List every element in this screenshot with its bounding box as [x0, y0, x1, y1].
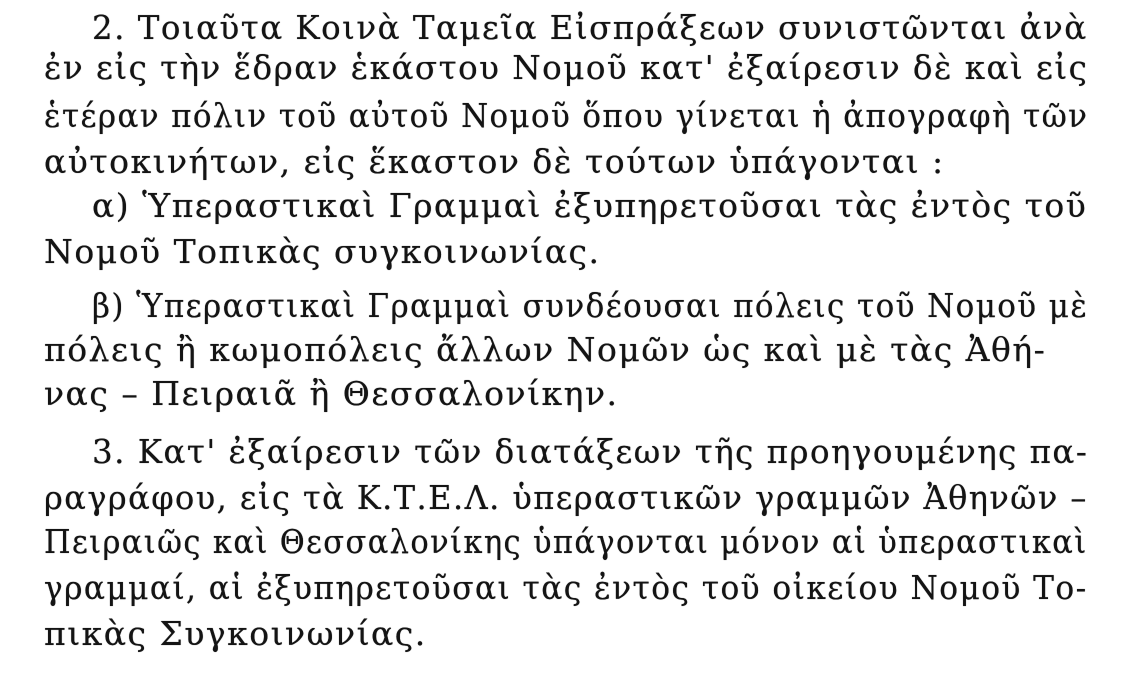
text-line-13: γραμμαί, αἱ ἐξυπηρετοῦσαι τὰς ἐντὸς τοῦ οἰκείου Νομοῦ Το- — [44, 568, 1088, 607]
text-line-2: ἐν εἰς τὴν ἕδραν ἑκάστου Νομοῦ κατ' ἐξαίρεσιν δὲ καὶ εἰς — [44, 48, 1089, 87]
text-line-5: α) Ὑπεραστικαὶ Γραμμαὶ ἐξυπηρετοῦσαι τὰς ἐντὸς τοῦ — [92, 186, 1088, 225]
text-line-1: 2. Τοιαῦτα Κοινὰ Ταμεῖα Εἰσπράξεων συνιστῶνται ἀνὰ — [92, 8, 1088, 47]
text-line-14: πικὰς Συγκοινωνίας. — [44, 614, 427, 653]
text-line-9: νας – Πειραιᾶ ἢ Θεσσαλονίκην. — [44, 374, 619, 413]
text-line-10: 3. Κατ' ἐξαίρεσιν τῶν διατάξεων τῆς προηγουμένης πα- — [92, 432, 1089, 471]
text-line-11: ραγράφου, εἰς τὰ Κ.Τ.Ε.Λ. ὑπεραστικῶν γραμμῶν Ἀθηνῶν – — [44, 478, 1088, 517]
text-line-8: πόλεις ἢ κωμοπόλεις ἄλλων Νομῶν ὡς καὶ μὲ τὰς Ἀθή- — [44, 330, 1047, 369]
text-line-4: αὐτοκινήτων, εἰς ἕκαστον δὲ τούτων ὑπάγονται : — [44, 142, 945, 181]
text-line-7: β) Ὑπεραστικαὶ Γραμμαὶ συνδέουσαι πόλεις τοῦ Νομοῦ μὲ — [92, 286, 1089, 325]
text-line-3: ἑτέραν πόλιν τοῦ αὐτοῦ Νομοῦ ὅπου γίνεται ἡ ἀπογραφὴ τῶν — [44, 96, 1089, 135]
text-line-6: Νομοῦ Τοπικὰς συγκοινωνίας. — [44, 232, 601, 271]
text-line-12: Πειραιῶς καὶ Θεσσαλονίκης ὑπάγονται μόνον αἱ ὑπεραστικαὶ — [44, 522, 1088, 561]
